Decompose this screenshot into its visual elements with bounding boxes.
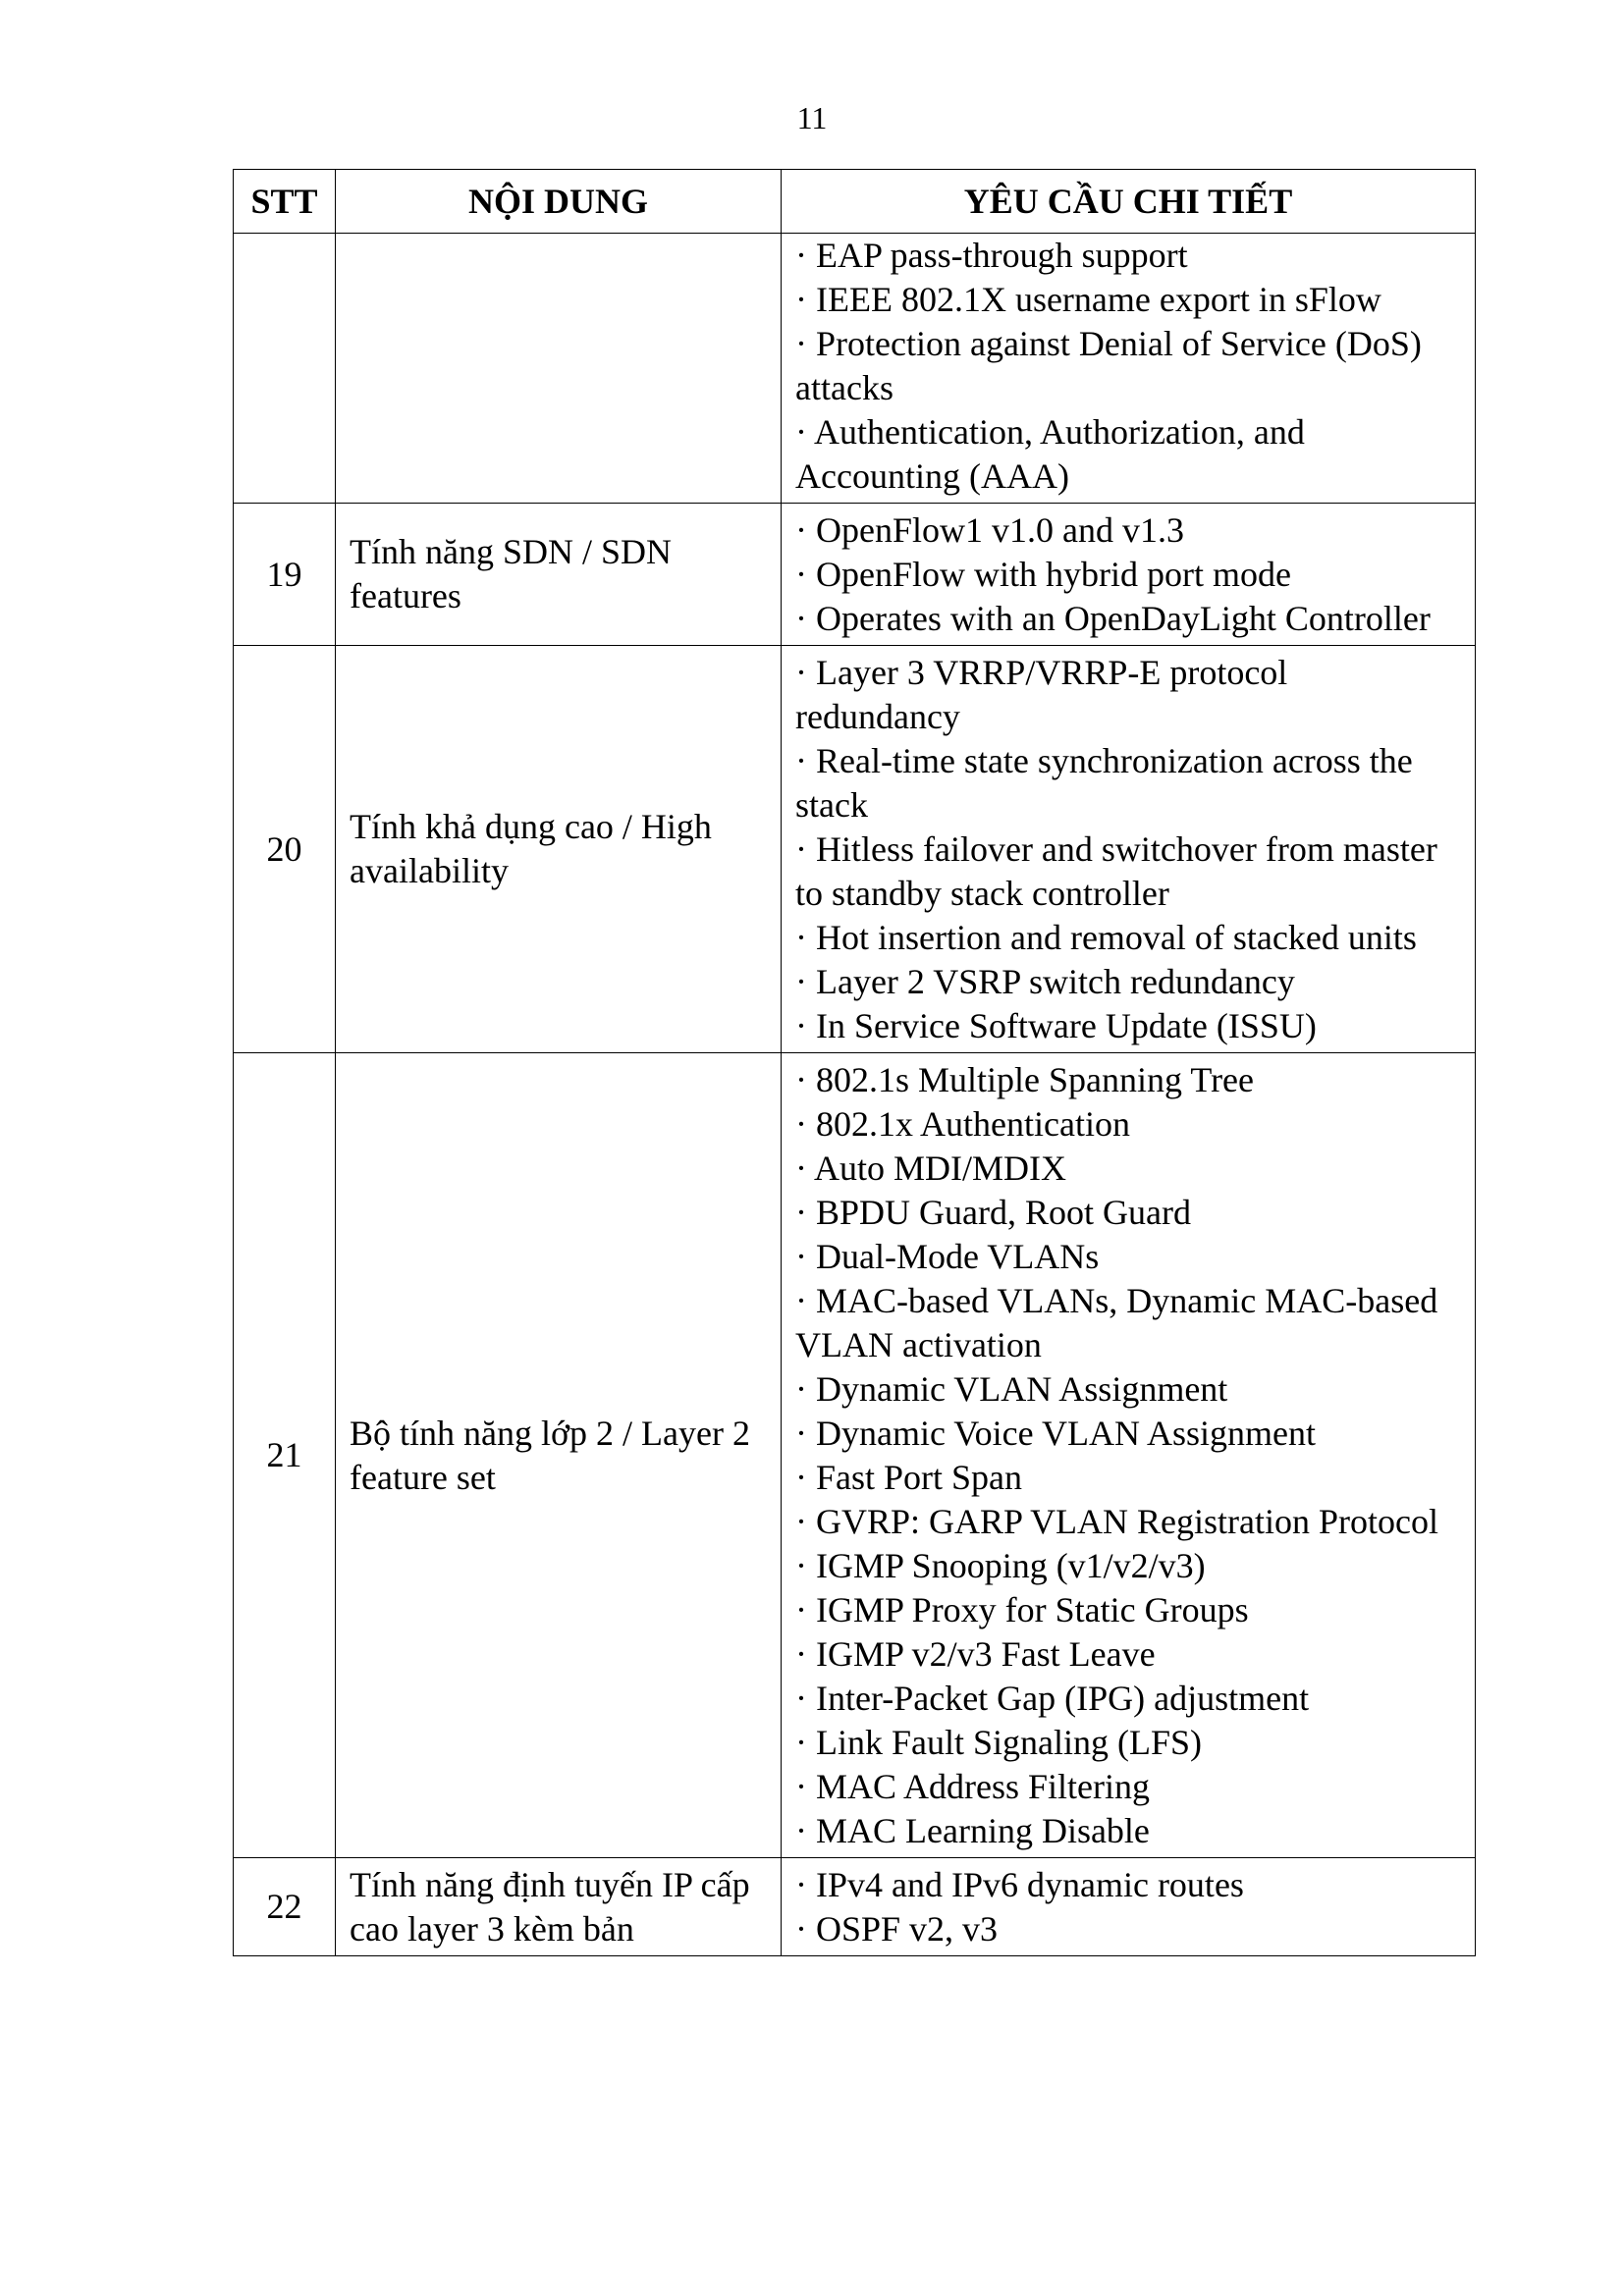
row-stt: 19 [234,504,336,646]
detail-item: · Dual-Mode VLANs [795,1237,1100,1276]
row-stt: 22 [234,1858,336,1956]
row-stt: 21 [234,1053,336,1858]
detail-item: · Operates with an OpenDayLight Controller [795,599,1431,638]
detail-item: · Hitless failover and switchover from master to standby stack controller [795,829,1437,913]
detail-item: · OpenFlow with hybrid port mode [795,555,1291,594]
detail-item: · Fast Port Span [795,1458,1023,1497]
table-row [234,1858,1476,1956]
detail-item: · IGMP Proxy for Static Groups [795,1590,1249,1629]
header-content: NỘI DUNG [336,170,782,234]
page-number: 11 [796,100,828,135]
row-stt: 20 [234,646,336,1053]
detail-item: · Auto MDI/MDIX [795,1148,1066,1188]
detail-item: · Link Fault Signaling (LFS) [795,1723,1202,1762]
row-stt [234,234,336,504]
row-content: Tính khả dụng cao / High availability [336,646,782,1053]
detail-item: · IGMP v2/v3 Fast Leave [795,1634,1156,1674]
row-details [782,234,1476,504]
detail-item: · Hot insertion and removal of stacked units [795,918,1417,957]
header-details: YÊU CẦU CHI TIẾT [782,170,1476,234]
detail-item: · Dynamic Voice VLAN Assignment [795,1414,1316,1453]
detail-item: · MAC Learning Disable [795,1811,1150,1850]
detail-item: · Protection against Denial of Service (DoS) attacks [795,324,1422,407]
row-content: Tính năng SDN / SDN features [336,504,782,646]
row-details [782,1858,1476,1956]
detail-item: · IEEE 802.1X username export in sFlow [795,280,1381,319]
detail-item: · Inter-Packet Gap (IPG) adjustment [795,1679,1310,1718]
row-content: Tính năng định tuyến IP cấp cao layer 3 kèm bản [336,1858,782,1956]
detail-item: · OpenFlow1 v1.0 and v1.3 [795,510,1184,550]
detail-item: · Layer 3 VRRP/VRRP-E protocol redundancy [795,653,1288,736]
row-details [782,646,1476,1053]
row-content [336,234,782,504]
row-content: Bộ tính năng lớp 2 / Layer 2 feature set [336,1053,782,1858]
detail-item: · Authentication, Authorization, and Accounting (AAA) [795,412,1305,496]
detail-item: · GVRP: GARP VLAN Registration Protocol [795,1502,1439,1541]
header-stt: STT [234,170,336,234]
detail-item: · IGMP Snooping (v1/v2/v3) [795,1546,1206,1585]
detail-item: · BPDU Guard, Root Guard [795,1193,1191,1232]
detail-item: · MAC-based VLANs, Dynamic MAC-based VLAN activation [795,1281,1438,1364]
detail-item: · MAC Address Filtering [795,1767,1151,1806]
detail-item: · Layer 2 VSRP switch redundancy [795,962,1295,1001]
table-header-row [234,170,1476,234]
detail-item: · OSPF v2, v3 [795,1909,999,1949]
table-row [234,504,1476,646]
table-row [234,646,1476,1053]
specification-table [233,169,1476,1956]
row-details [782,504,1476,646]
detail-item: · 802.1s Multiple Spanning Tree [795,1060,1255,1099]
detail-item: · Real-time state synchronization across the stack [795,741,1413,825]
table-row [234,1053,1476,1858]
detail-item: · In Service Software Update (ISSU) [795,1006,1317,1045]
detail-item: · EAP pass-through support [795,236,1188,275]
detail-item: · 802.1x Authentication [795,1104,1130,1144]
table-row [234,234,1476,504]
detail-item: · Dynamic VLAN Assignment [795,1369,1228,1409]
detail-item: · IPv4 and IPv6 dynamic routes [795,1865,1244,1904]
row-details [782,1053,1476,1858]
